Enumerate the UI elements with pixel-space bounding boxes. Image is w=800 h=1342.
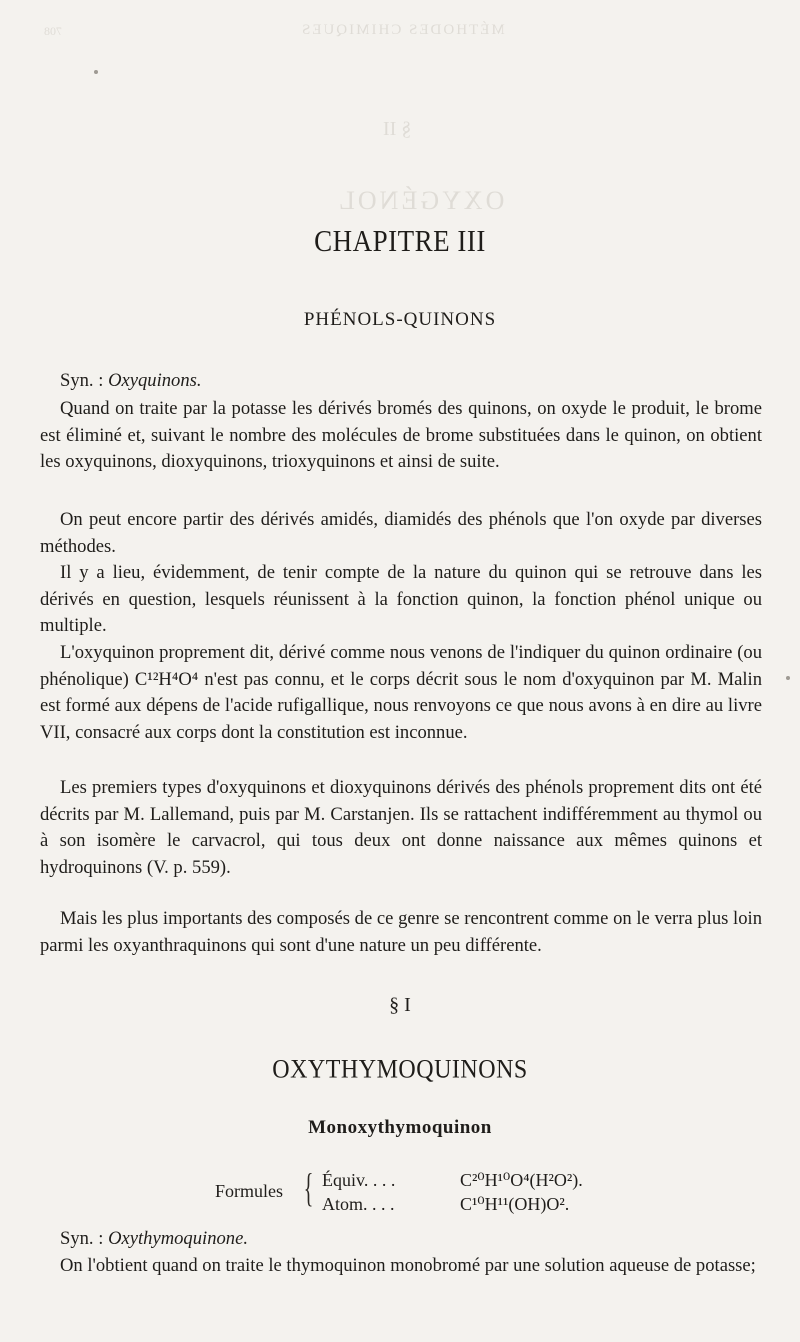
formula-kind: Atom. . . . — [322, 1194, 395, 1214]
paragraph: On peut encore partir des dérivés amidés, diamidés des phénols que l'on oxyde par diverses méthodes. — [40, 509, 762, 557]
synonym-line — [60, 1228, 248, 1250]
formula-value: C²⁰H¹⁰O⁴(H²O²). — [460, 1170, 583, 1190]
section-mark: § I — [389, 994, 411, 1016]
synonym-value: Oxythymoquinone. — [108, 1228, 248, 1249]
formula-row — [322, 1170, 583, 1191]
bleed-section: § II — [383, 118, 412, 140]
formula-label: Formules — [215, 1181, 284, 1201]
paragraph: Quand on traite par la potasse les dérivés bromés des quinons, on oxyde le produit, le brome est éliminé et, suivant le nombre des molécules de brome substituées dans le quinon, on obtient les oxyquinons, dioxyquinons, trioxyquinons et ainsi de suite. — [40, 398, 762, 472]
brace-icon: { — [303, 1165, 314, 1210]
synonym-value: Oxyquinons. — [108, 370, 202, 391]
compound-title: Monoxythymoquinon — [308, 1117, 492, 1138]
paragraph: Mais les plus importants des composés de ce genre se rencontrent comme on le verra plus loin parmi les oxyanthraquinons qui sont d'une nature un peu différente. — [40, 908, 762, 956]
bleed-header: MÉTHODES CHIMIQUES — [300, 22, 505, 38]
ink-spot — [786, 676, 790, 680]
synonym-line — [60, 370, 202, 392]
paragraph: Il y a lieu, évidemment, de tenir compte de la nature du quinon qui se retrouve dans les dérivés en question, lesquels réunissent à la fonction quinon, la fonction phénol unique ou multiple. — [40, 562, 762, 636]
synonym-label: Syn. : — [60, 1228, 104, 1249]
synonym-label: Syn. : — [60, 370, 104, 391]
formula-row — [322, 1194, 570, 1215]
bleed-title: OXYGÉNOL — [336, 186, 505, 215]
bleed-page-number: 708 — [44, 24, 62, 38]
paragraph: Les premiers types d'oxyquinons et dioxyquinons dérivés des phénols proprement dits ont été décrits par M. Lallemand, puis par M. Carstanjen. Ils se rattachent indifféremment au thymol ou à son isomère le carvacrol, qui tous deux ont donne naissance aux mêmes quinons et hydroquinons (V. p. 559). — [40, 777, 762, 878]
formula-kind: Équiv. . . . — [322, 1170, 396, 1190]
ink-spot — [94, 70, 98, 74]
paragraph: On l'obtient quand on traite le thymoquinon monobromé par une solution aqueuse de potasse; — [60, 1255, 756, 1276]
paragraph: L'oxyquinon proprement dit, dérivé comme nous venons de l'indiquer du quinon ordinaire (ou phénolique) C¹²H⁴O⁴ n'est pas connu, et le corps décrit sous le nom d'oxyquinon par M. Malin est formé aux dépens de l'acide rufigallique, nous renvoyons ce que nous avons à en dire au livre VII, consacré aux corps dont la constitution est inconnue. — [40, 642, 762, 743]
formula-value: C¹⁰H¹¹(OH)O². — [460, 1194, 570, 1214]
chapter-subtitle: PHÉNOLS-QUINONS — [303, 309, 497, 330]
section-title: OXYTHYMOQUINONS — [272, 1055, 528, 1085]
chapter-title: CHAPITRE III — [314, 224, 486, 258]
